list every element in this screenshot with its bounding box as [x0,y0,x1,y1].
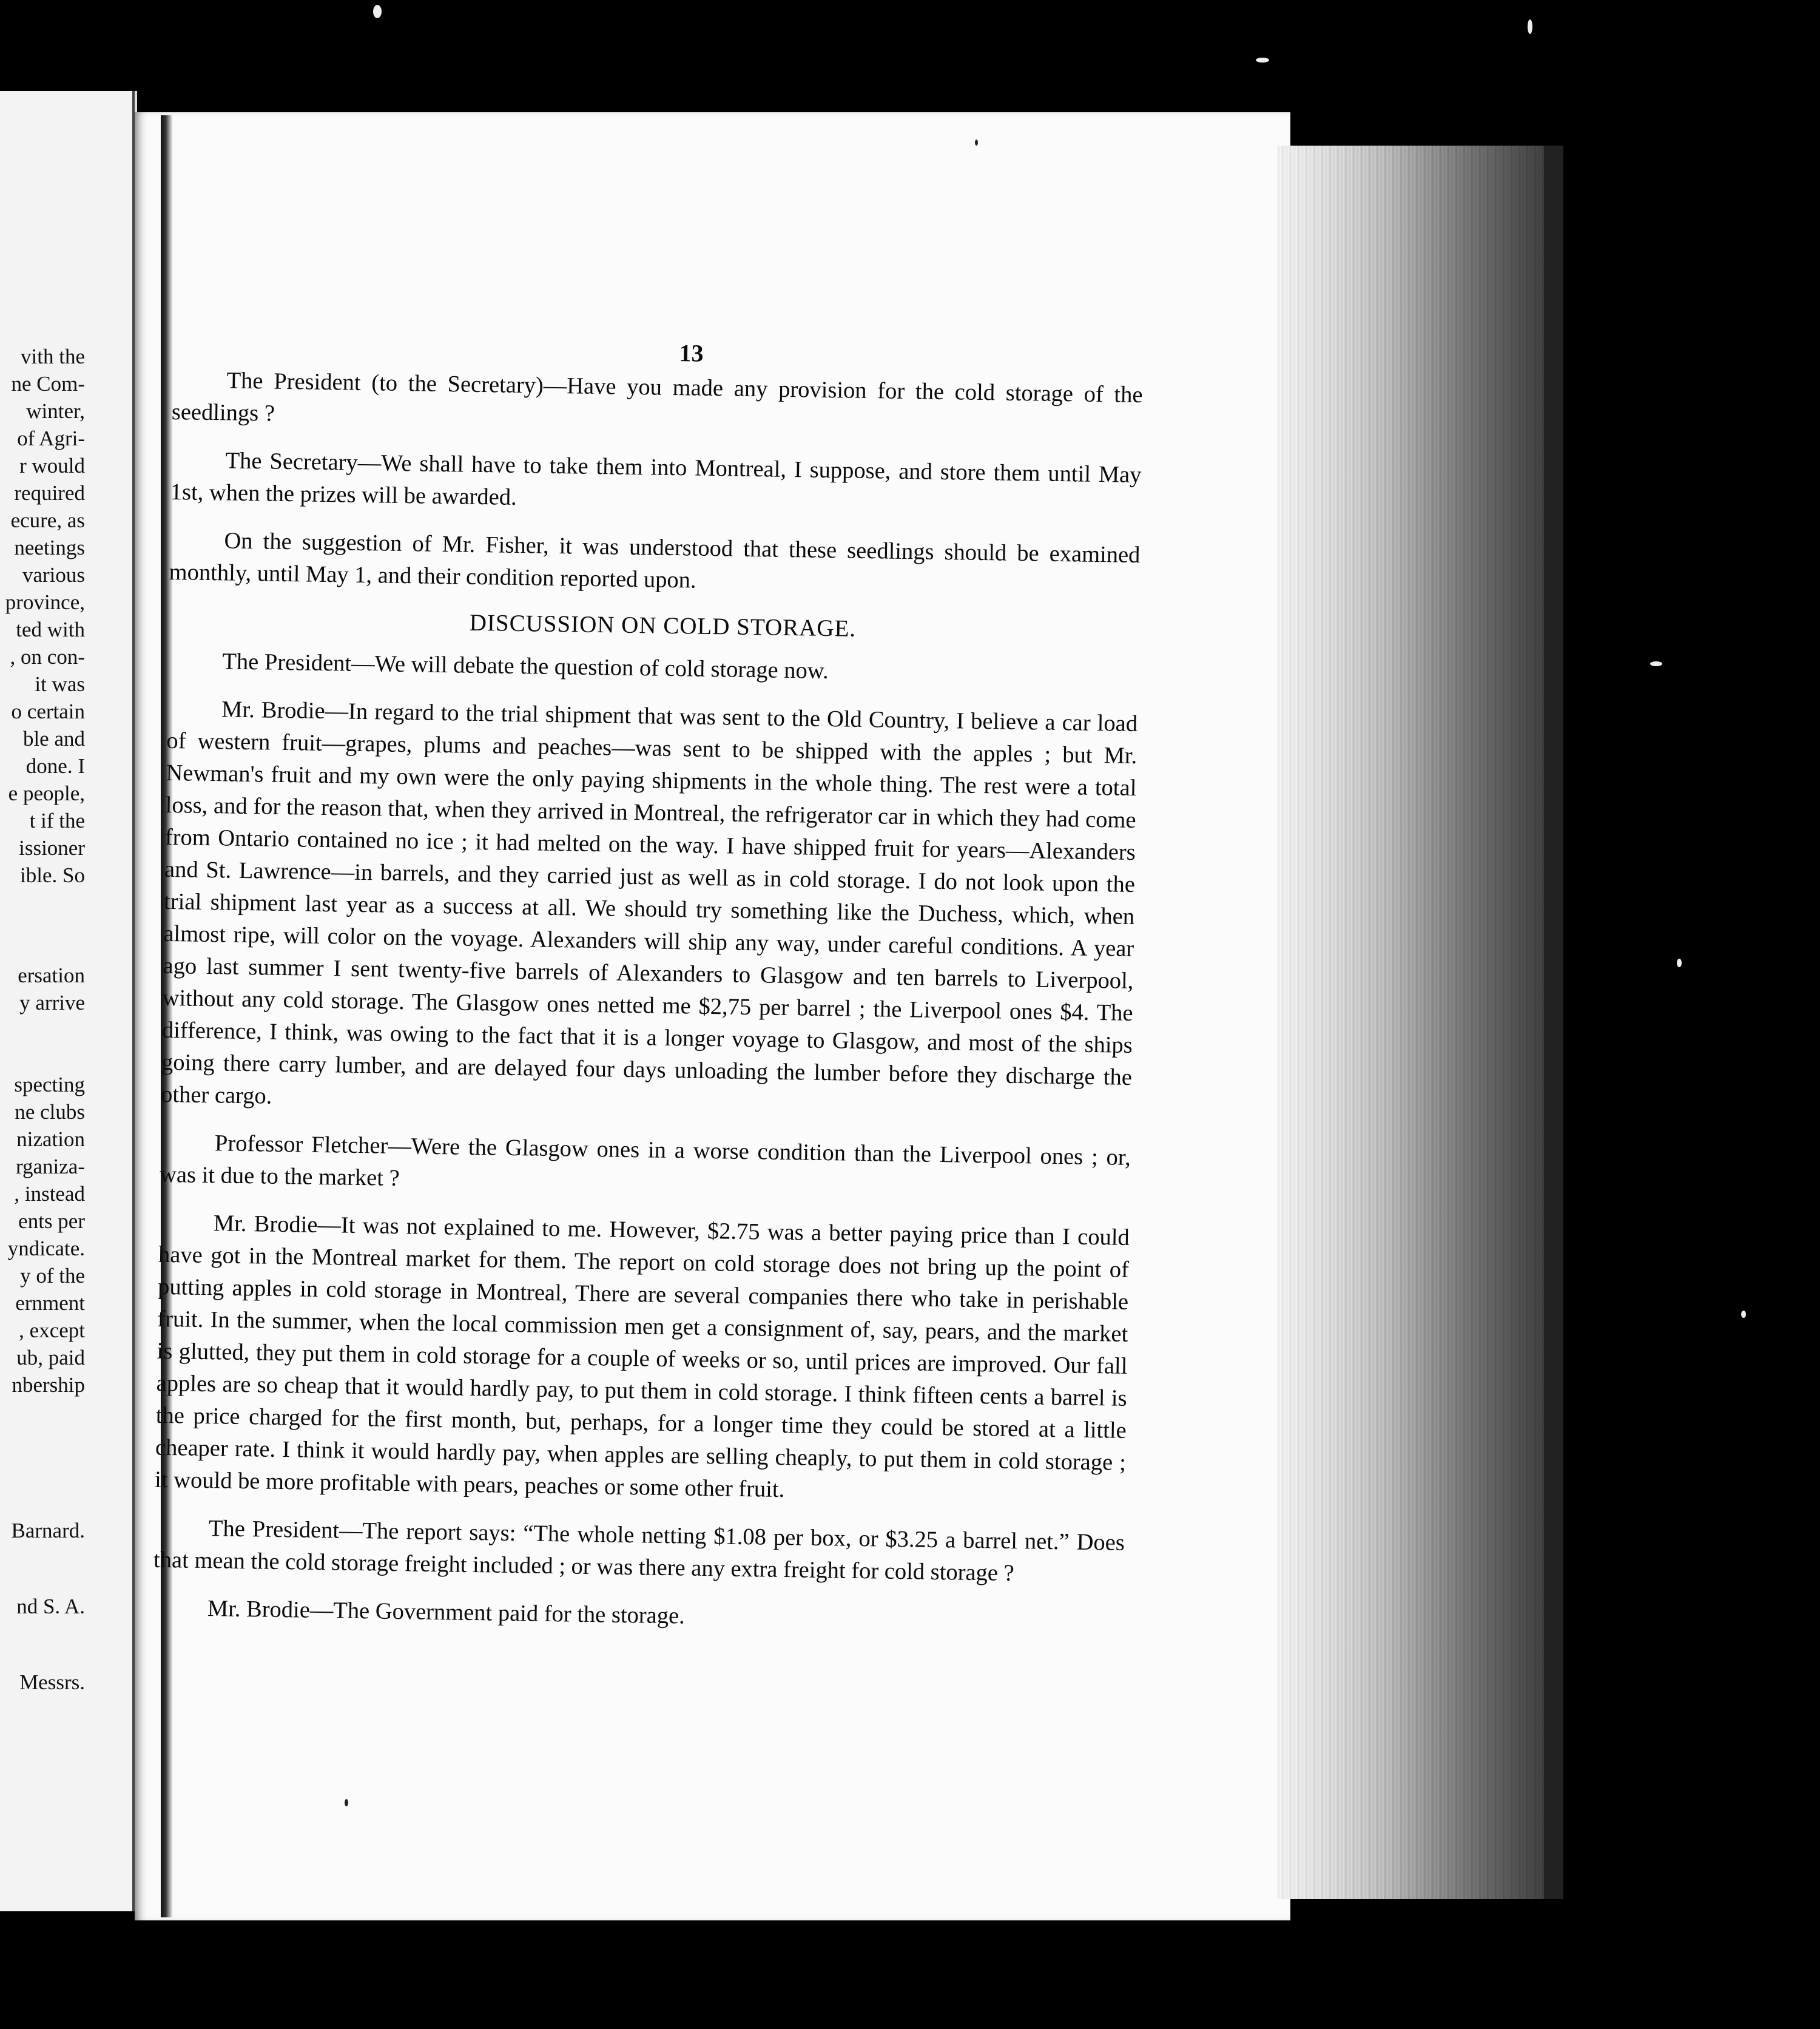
paragraph-brodie-market: Mr. Brodie—It was not explained to me. However, $2.75 was a better paying price than I could have got in the Montreal market for them. The report on cold storage does not bring up the point of putting apples in cold storage in Montreal, There are several companies there who take in perishable fruit. In the summer, when the local commission men get a consignment of, say, pears, and the market is glutted, they put them in cold storage for a couple of weeks or so, until prices are improved. Our fall apples are so cheap that it would hardly pay, to put them in cold storage. I think fifteen cents a barrel is the price charged for the first month, but, perhaps, for a longer time they could be stored at a little cheaper rate. I think it would hardly pay, when apples are selling cheaply, to put them in cold storage ; it would be more profitable with pears, peaches or some other fruit. [154,1210,1130,1503]
left-page-line: , except [19,1318,85,1342]
dust-speck [373,5,382,18]
dust-speck [1741,1311,1746,1318]
left-page-line: ne Com- [11,372,85,396]
paragraph-president-report: The President—The report says: “The whole netting $1.08 per box, or $3.25 a barrel net.” Does that mean the cold storage freight included ; or was there any extra freight for cold storage ? [153,1516,1125,1587]
left-page-line: issioner [19,836,85,860]
paragraph-brodie-government: Mr. Brodie—The Government paid for the storage. [207,1596,686,1629]
dust-speck [1650,661,1662,666]
left-page-line: ecure, as [10,508,85,532]
paragraph-president-question: The President (to the Secretary)—Have you made any provision for the cold storage of the seedlings ? [171,368,1143,427]
left-page-line: ersation [18,964,85,987]
page-text [152,331,1144,1655]
left-page-line: ible. So [20,863,85,887]
left-page-line: it was [35,672,85,696]
left-page-line: ted with [16,618,85,641]
left-page-line: ne clubs [15,1100,85,1124]
left-page-line: rganiza- [15,1155,85,1178]
left-page-line: r would [19,454,85,478]
paragraph-fisher-suggestion: On the suggestion of Mr. Fisher, it was understood that these seedlings should be examined monthly, until May 1, and their condition reported upon. [169,528,1141,593]
paragraph-brodie-shipment: Mr. Brodie—In regard to the trial shipment that was sent to the Old Country, I believe a car load of western fruit—grapes, plums and peaches—was sent to be shipped with the apples ; but Mr. Newman's fruit and my own were the only paying shipments in the whole thing. The rest were a total loss, and for the reason that, when they arrived in Montreal, the refrigerator car in which they had come from Ontario contained no ice ; it had melted on the way. I have shipped fruit for years—Alexanders and St. Lawrence—in barrels, and they carried just as well as in cold storage. I do not look upon the trial shipment last year as a success at all. We should try something like the Duchess, which, when almost ripe, will color on the voyage. Alexanders will ship any way, under careful conditions. A year ago last summer I sent twenty-five barrels of Alexanders to Glasgow and ten barrels to Liverpool, without any cold storage. The Glasgow ones netted me $2,75 per barrel ; the Liverpool ones $4. The difference, I think, was owing to the fact that it is a longer voyage to Glasgow, and most of the ships going there carry lumber, and are delayed four days unloading the lumber before they discharge the other cargo. [160,697,1138,1109]
left-page-line: ub, paid [16,1346,85,1369]
left-page-line: y arrive [19,991,85,1015]
page-number: 13 [679,339,704,367]
left-page-line: specting [14,1073,85,1096]
left-page-line: ents per [18,1209,85,1233]
left-page-line: , instead [14,1182,85,1206]
paragraph-secretary-reply: The Secretary—We shall have to take them into Montreal, I suppose, and store them until May 1st, when the prizes will be awarded. [170,448,1142,510]
left-page-line: Barnard. [11,1519,85,1542]
left-page-line: various [22,563,85,587]
dust-speck [1677,959,1682,967]
dust-speck [1256,58,1269,62]
paragraph-president-debate: The President—We will debate the question of cold storage now. [222,649,829,684]
left-page-line: ble and [22,727,85,751]
section-heading: DISCUSSION ON COLD STORAGE. [469,609,857,642]
left-page-line: , on con- [10,645,85,669]
left-page-line: o certain [11,700,85,723]
left-page-line: ernment [15,1291,85,1315]
left-adjacent-page [0,91,137,1911]
left-page-line: e people, [8,782,85,805]
left-page-line: yndicate. [7,1237,85,1260]
dust-speck [1528,19,1532,34]
left-page-line: nd S. A. [16,1595,85,1618]
left-page-line: y of the [20,1264,85,1288]
left-page-line: of Agri- [17,427,85,450]
left-page-line: nbership [12,1373,85,1397]
left-page-line: neetings [14,536,85,559]
left-page-line: required [14,481,85,505]
paragraph-fletcher-question: Professor Fletcher—Were the Glasgow ones in a worse condition than the Liverpool ones ; or, was it due to the market ? [159,1130,1131,1192]
ink-speck [975,140,978,146]
left-page-line: t if the [29,809,85,832]
left-page-line: nization [16,1127,85,1151]
ink-speck [345,1799,348,1806]
left-page-line: done. I [25,754,85,778]
left-page-line: vith the [21,345,85,368]
left-page-line: Messrs. [19,1670,85,1694]
left-page-line: winter, [26,399,85,423]
book-fore-edge [1277,146,1562,1899]
left-page-line: province, [5,590,85,614]
book-cover-edge [1544,146,1563,1899]
